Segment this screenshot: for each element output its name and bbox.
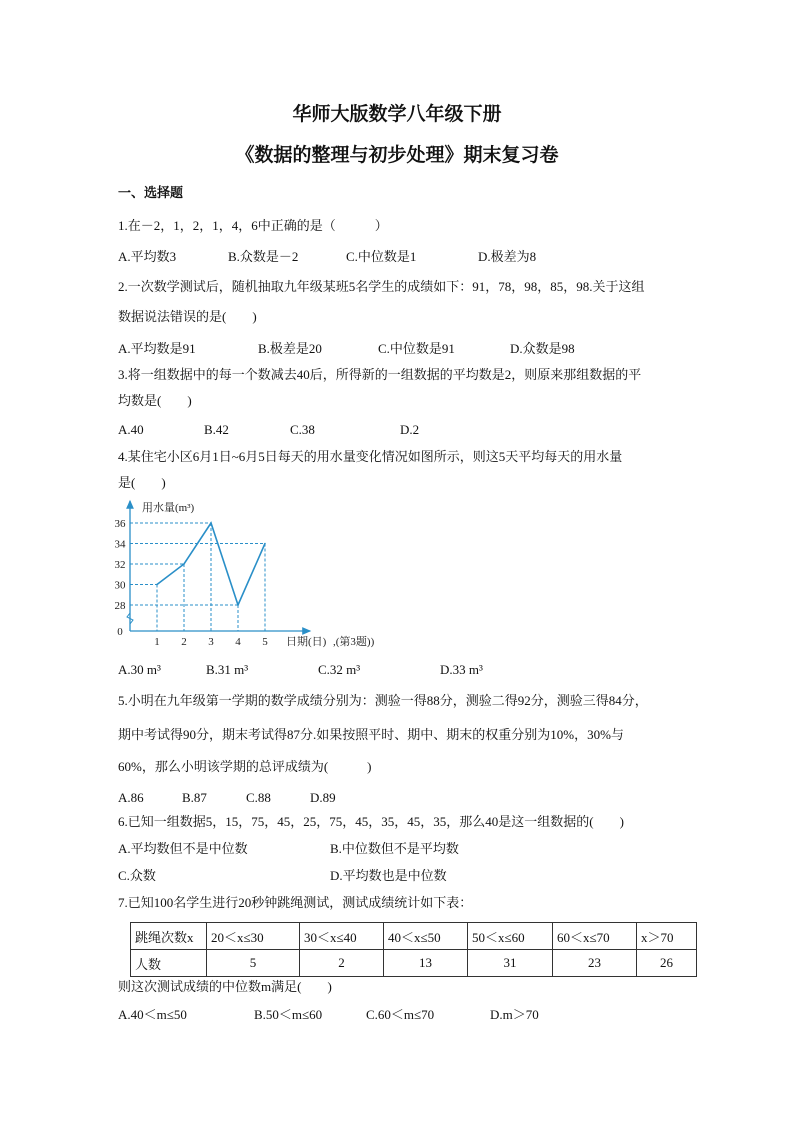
q5-option-b: B.87 [182,790,207,805]
q2-option-c: C.中位数是91 [378,341,455,356]
table-cell: 13 [384,950,468,977]
q5-stem: 5.小明在九年级第一学期的数学成绩分别为：测验一得88分，测验二得92分，测验三得84分， [118,693,648,708]
q1-option-c: C.中位数是1 [346,249,417,264]
table-cell: 人数 [131,950,207,977]
q1-option-d: D.极差为8 [478,249,537,264]
table-cell: 5 [207,950,300,977]
q3-stem-cont: 均数是( ) [118,393,192,408]
q2-option-a: A.平均数是91 [118,341,196,356]
y-tick-label: 34 [114,538,126,551]
table-header-cell: 40＜x≤50 [384,923,468,950]
q7-option-b: B.50＜m≤60 [254,1007,323,1022]
q7-option-a: A.40＜m≤50 [118,1007,187,1022]
table-header-cell: 30＜x≤40 [300,923,384,950]
q4-stem-cont: 是( ) [118,475,166,490]
table-row [131,950,697,977]
q3-option-a: A.40 [118,422,144,437]
q5-option-d: D.89 [310,790,336,805]
q1-option-b: B.众数是－2 [228,249,299,264]
q6-option-a: A.平均数但不是中位数 [118,841,248,856]
water-usage-chart [110,495,410,660]
q3-option-c: C.38 [290,422,315,437]
q7-stem: 7.已知100名学生进行20秒钟跳绳测试，测试成绩统计如下表： [118,895,473,910]
section-heading: 一、选择题 [118,185,184,200]
q2-option-b: B.极差是20 [258,341,322,356]
x-axis-label: 日期(日) [286,636,327,648]
q4-option-b: B.31 m³ [206,662,249,677]
table-cell: 26 [637,950,697,977]
q6-option-c: C.众数 [118,868,156,883]
table-header-row [131,923,697,950]
q5-stem-cont2: 60%，那么小明该学期的总评成绩为( ) [118,759,372,774]
table-cell: 23 [553,950,637,977]
document-title: 华师大版数学八年级下册 [292,104,502,125]
x-tick-label: 5 [262,636,268,648]
q6-option-b: B.中位数但不是平均数 [330,841,459,856]
q7-option-d: D.m＞70 [490,1007,539,1022]
q5-option-c: C.88 [246,790,271,805]
q7-option-c: C.60＜m≤70 [366,1007,435,1022]
x-tick-label: 2 [181,636,187,648]
q2-stem-cont: 数据说法错误的是( ) [118,309,257,324]
q7-stem-cont: 则这次测试成绩的中位数m满足( ) [118,979,332,994]
q4-option-c: C.32 m³ [318,662,361,677]
q3-stem: 3.将一组数据中的每一个数减去40后，所得新的一组数据的平均数是2，则原来那组数据的平 [118,367,642,382]
table-header-cell: 跳绳次数x [131,923,207,950]
table-header-cell: x＞70 [637,923,697,950]
q6-stem: 6.已知一组数据5，15，75，45，25，75，45，35，45，35，那么40是这一组数据的( ) [118,814,624,829]
data-point [264,543,266,545]
table-header-cell: 60＜x≤70 [553,923,637,950]
y-axis-label: 用水量(m³) [142,502,195,514]
q2-stem: 2.一次数学测试后，随机抽取九年级某班5名学生的成绩如下：91，78，98，85，98.关于这组 [118,279,645,294]
data-point [237,604,239,606]
q3-option-b: B.42 [204,422,229,437]
x-tick-label: 3 [208,636,214,648]
document-subtitle: 《数据的整理与初步处理》期末复习卷 [235,145,559,166]
figure-caption: ,(第3题)) [333,636,375,648]
q6-option-d: D.平均数也是中位数 [330,868,447,883]
q3-option-d: D.2 [400,422,420,437]
origin-label: 0 [117,626,123,638]
data-point [210,522,212,524]
table-header-cell: 50＜x≤60 [468,923,553,950]
table-header-cell: 20＜x≤30 [207,923,300,950]
table-cell: 31 [468,950,553,977]
q2-option-d: D.众数是98 [510,341,575,356]
q5-option-a: A.86 [118,790,144,805]
x-tick-label: 1 [154,636,160,648]
q4-option-d: D.33 m³ [440,662,483,677]
q5-stem-cont: 期中考试得90分，期末考试得87分.如果按照平时、期中、期末的权重分别为10%，30%与 [118,727,624,742]
jump-rope-table [130,922,697,977]
data-point [183,563,185,565]
y-tick-label: 32 [114,559,126,571]
y-tick-label: 28 [114,600,126,612]
table-cell: 2 [300,950,384,977]
q4-option-a: A.30 m³ [118,662,161,677]
y-tick-label: 30 [114,579,126,592]
y-tick-label: 36 [114,518,126,530]
q4-stem: 4.某住宅小区6月1日~6月5日每天的用水量变化情况如图所示，则这5天平均每天的用水量 [118,449,623,464]
q1-option-a: A.平均数3 [118,249,177,264]
q1-stem: 1.在－2，1，2，1，4，6中正确的是（ ） [118,218,388,233]
data-point [156,584,158,586]
x-tick-label: 4 [235,636,241,648]
